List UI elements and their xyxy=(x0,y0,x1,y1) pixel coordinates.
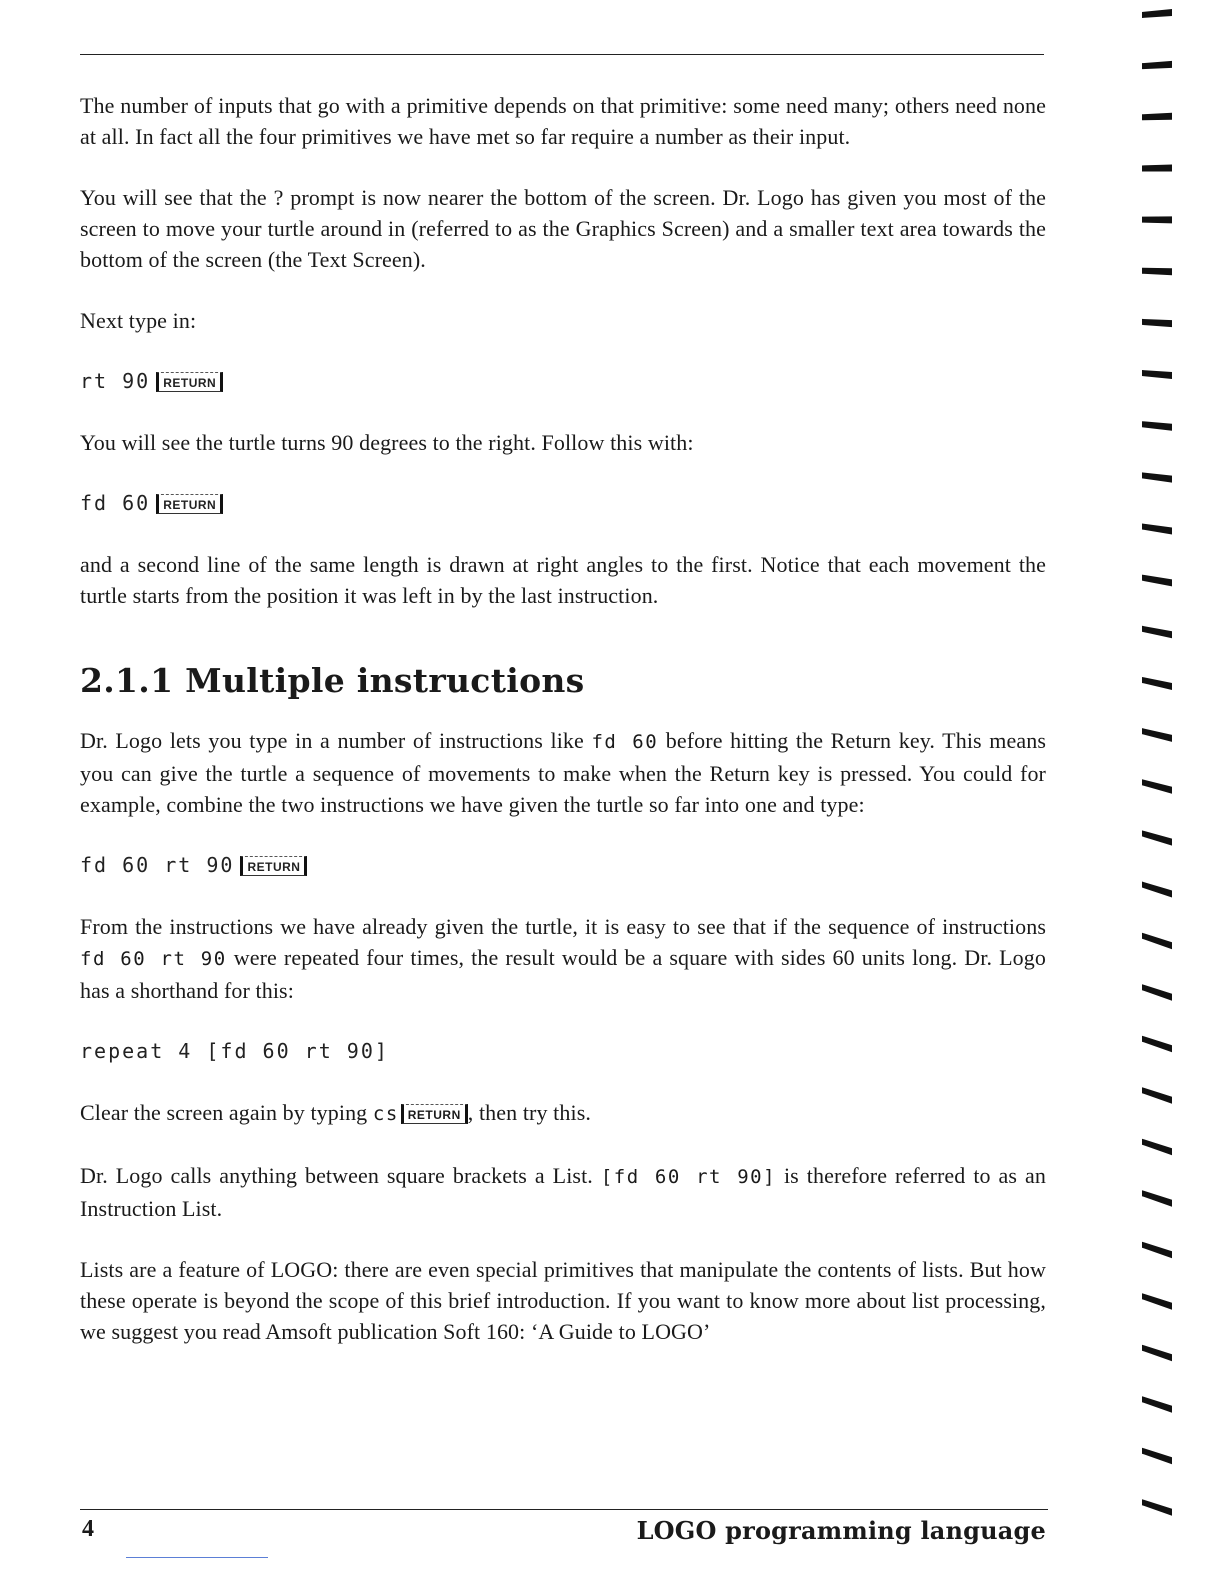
scan-artifact-line xyxy=(126,1557,268,1558)
paragraph-inputs: The number of inputs that go with a primitive depends on that primitive: some need many; others need none at all. In fact all the four primitives we have met so far require a number as their input. xyxy=(80,93,1046,149)
top-rule xyxy=(80,54,1044,55)
binding-ring-mark xyxy=(1142,319,1172,327)
binding-ring-mark xyxy=(1142,830,1172,845)
paragraph-multiple: Dr. Logo lets you type in a number of instructions like fd 60 before hitting the Return key. This means you can give the turtle a sequence of movements to make when the Return key is pressed. You could for example, combine the two instructions we have given the turtle so far into one and type: xyxy=(80,728,1046,817)
return-key-icon: RETURN xyxy=(240,856,307,876)
binding-ring-mark xyxy=(1142,1190,1172,1207)
inline-code: cs xyxy=(372,1103,399,1125)
paragraph-turtle-turns: You will see the turtle turns 90 degrees to the right. Follow this with: xyxy=(80,430,694,455)
binding-ring-mark xyxy=(1142,984,1172,1001)
return-key-icon: RETURN xyxy=(401,1104,468,1124)
paragraph-prompt: You will see that the ? prompt is now nearer the bottom of the screen. Dr. Logo has given you most of the screen to move your turtle around in (referred to as the Graphics Screen) and a smaller text area towards the bottom of the screen (the Text Screen). xyxy=(80,185,1046,272)
paragraph-list: Dr. Logo calls anything between square brackets a List. [fd 60 rt 90] is therefore referred to as an Instruction List. xyxy=(80,1163,1046,1221)
binding-ring-mark xyxy=(1142,1345,1172,1362)
binding-ring-mark xyxy=(1142,472,1172,482)
return-key-icon: RETURN xyxy=(156,372,223,392)
code-fd-60 xyxy=(80,488,1046,519)
binding-ring-mark xyxy=(1142,677,1172,690)
binding-ring-mark xyxy=(1142,1448,1172,1465)
binding-ring-mark xyxy=(1142,1499,1172,1516)
binding-ring-mark xyxy=(1142,216,1172,223)
binding-ring-mark xyxy=(1142,626,1172,638)
inline-code: [fd 60 rt 90] xyxy=(600,1166,777,1188)
binding-ring-mark xyxy=(1142,524,1172,535)
inline-code: fd 60 rt 90 xyxy=(80,948,227,970)
binding-ring-mark xyxy=(1142,933,1172,950)
page-content xyxy=(80,90,1046,1347)
binding-ring-mark xyxy=(1142,1036,1172,1053)
paragraph-lists-feature: Lists are a feature of LOGO: there are even special primitives that manipulate the contents of lists. But how these operate is beyond the scope of this brief introduction. If you want to know more about list processing, we suggest you read Amsoft publication Soft 160: ‘A Guide to LOGO’ xyxy=(80,1257,1046,1344)
section-heading: 2.1.1 Multiple instructions xyxy=(80,661,585,700)
inline-code: fd 60 xyxy=(591,731,659,753)
binding-ring-mark xyxy=(1142,9,1172,18)
binding-ring-mark xyxy=(1142,728,1172,742)
paragraph-clear: Clear the screen again by typing cs RETURN , then try this. xyxy=(80,1100,591,1125)
spiral-binding xyxy=(1120,0,1224,1584)
binding-ring-mark xyxy=(1142,61,1172,69)
return-key-icon: RETURN xyxy=(156,494,223,514)
binding-ring-mark xyxy=(1142,1139,1172,1156)
bottom-rule xyxy=(80,1509,1048,1510)
binding-ring-mark xyxy=(1142,268,1172,276)
binding-ring-mark xyxy=(1142,1396,1172,1413)
code-combined xyxy=(80,850,1046,881)
page-number: 4 xyxy=(82,1516,94,1542)
code-rt-90 xyxy=(80,366,1046,397)
binding-ring-mark xyxy=(1142,421,1172,431)
binding-ring-mark xyxy=(1142,575,1172,587)
running-footer-title: LOGO programming language xyxy=(636,1516,1046,1545)
code-text: fd 60 xyxy=(80,491,151,515)
binding-ring-mark xyxy=(1142,1293,1172,1310)
code-repeat: repeat 4 [fd 60 rt 90] xyxy=(80,1039,389,1063)
binding-ring-mark xyxy=(1142,1242,1172,1259)
code-text: fd 60 rt 90 xyxy=(80,853,235,877)
paragraph-next-type: Next type in: xyxy=(80,308,197,333)
code-text: rt 90 xyxy=(80,369,151,393)
binding-ring-mark xyxy=(1142,779,1172,794)
binding-ring-mark xyxy=(1142,370,1172,379)
binding-ring-mark xyxy=(1142,882,1172,898)
paragraph-second-line: and a second line of the same length is drawn at right angles to the first. Notice that each movement the turtle starts from the position it was left in by the last instruction. xyxy=(80,552,1046,608)
binding-ring-mark xyxy=(1142,113,1172,121)
binding-ring-mark xyxy=(1142,1087,1172,1104)
paragraph-square: From the instructions we have already given the turtle, it is easy to see that if the sequence of instructions fd 60 rt 90 were repeated four times, the result would be a square with sides 60 units long. Dr. Logo has a shorthand for this: xyxy=(80,914,1046,1003)
binding-ring-mark xyxy=(1142,165,1172,172)
